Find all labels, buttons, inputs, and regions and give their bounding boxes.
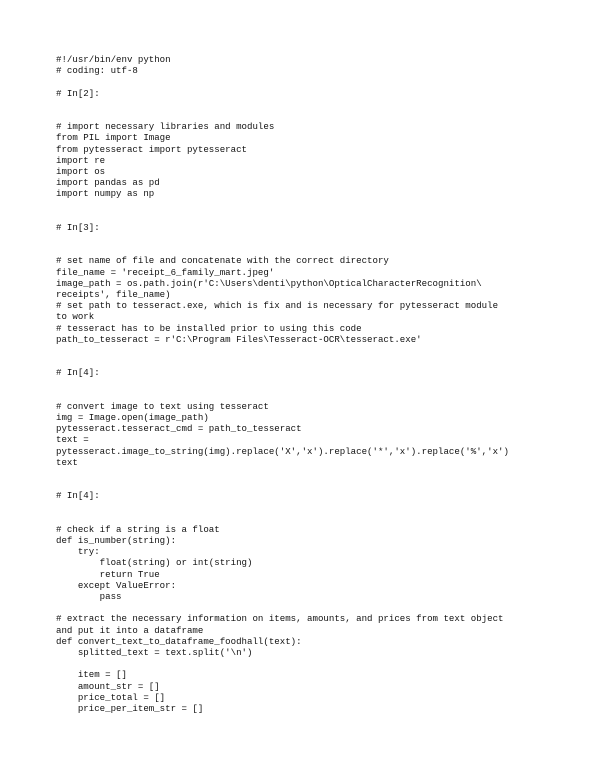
code-line: # extract the necessary information on items, amounts, and prices from text object	[56, 613, 504, 625]
code-line: from PIL import Image	[56, 132, 171, 144]
code-line: receipts', file_name)	[56, 288, 171, 300]
code-line	[56, 356, 556, 367]
code-line: price_per_item_str = []	[56, 702, 204, 714]
code-line: def convert_text_to_dataframe_foodhall(text):	[56, 635, 302, 647]
code-line: pytesseract.image_to_string(img).replace('X','x').replace('*','x').replace('%','x')	[56, 445, 509, 457]
code-line	[56, 76, 556, 87]
code-line: img = Image.open(image_path)	[56, 412, 209, 423]
code-line: return True	[56, 568, 160, 580]
code-line: # set name of file and concatenate with the correct directory	[56, 255, 389, 267]
code-line	[56, 468, 556, 479]
code-line: # In[4]:	[56, 367, 100, 379]
code-line: # tesseract has to be installed prior to using this code	[56, 322, 362, 334]
code-line	[56, 233, 556, 244]
code-line: except ValueError:	[56, 579, 177, 591]
code-line: def is_number(string):	[56, 535, 177, 547]
code-line: import os	[56, 165, 106, 177]
code-line	[56, 502, 556, 513]
code-line: import numpy as np	[56, 188, 155, 200]
code-line	[56, 390, 556, 401]
code-line: # In[4]:	[56, 490, 100, 502]
code-line: image_path = os.path.join(r'C:\Users\denti\python\OpticalCharacterRecognition\	[56, 277, 482, 289]
code-line: import pandas as pd	[56, 177, 160, 189]
code-line	[56, 602, 556, 613]
code-line: # coding: utf-8	[56, 65, 138, 77]
code-line: import re	[56, 154, 106, 166]
code-line	[56, 345, 556, 356]
code-listing	[56, 54, 556, 714]
code-line: float(string) or int(string)	[56, 557, 253, 569]
code-line: #!/usr/bin/env python	[56, 54, 171, 65]
code-line: item = []	[56, 669, 127, 681]
code-line: pass	[56, 591, 122, 602]
code-line: file_name = 'receipt_6_family_mart.jpeg'	[56, 266, 275, 278]
code-line: splitted_text = text.split('\n')	[56, 646, 253, 658]
code-line: amount_str = []	[56, 680, 160, 692]
code-line	[56, 199, 556, 210]
code-line	[56, 479, 556, 490]
code-line: # import necessary libraries and modules	[56, 121, 275, 133]
code-line: # check if a string is a float	[56, 523, 220, 535]
code-line	[56, 110, 556, 121]
code-line: path_to_tesseract = r'C:\Program Files\Tesseract-OCR\tesseract.exe'	[56, 333, 422, 345]
code-line	[56, 378, 556, 389]
code-line: and put it into a dataframe	[56, 624, 204, 636]
code-line: # In[3]:	[56, 221, 100, 233]
code-line	[56, 244, 556, 255]
code-line: # set path to tesseract.exe, which is fix and is necessary for pytesseract module	[56, 300, 499, 312]
code-line: text	[56, 456, 78, 468]
code-line: pytesseract.tesseract_cmd = path_to_tesseract	[56, 423, 302, 435]
code-line: try:	[56, 546, 100, 558]
code-line: price_total = []	[56, 691, 166, 703]
code-line	[56, 211, 556, 222]
code-line: # convert image to text using tesseract	[56, 400, 269, 412]
code-line: # In[2]:	[56, 87, 100, 99]
code-line	[56, 658, 556, 669]
code-line: to work	[56, 311, 95, 323]
code-line	[56, 99, 556, 110]
code-line: text =	[56, 434, 89, 446]
code-line: from pytesseract import pytesseract	[56, 143, 247, 155]
code-line	[56, 513, 556, 524]
